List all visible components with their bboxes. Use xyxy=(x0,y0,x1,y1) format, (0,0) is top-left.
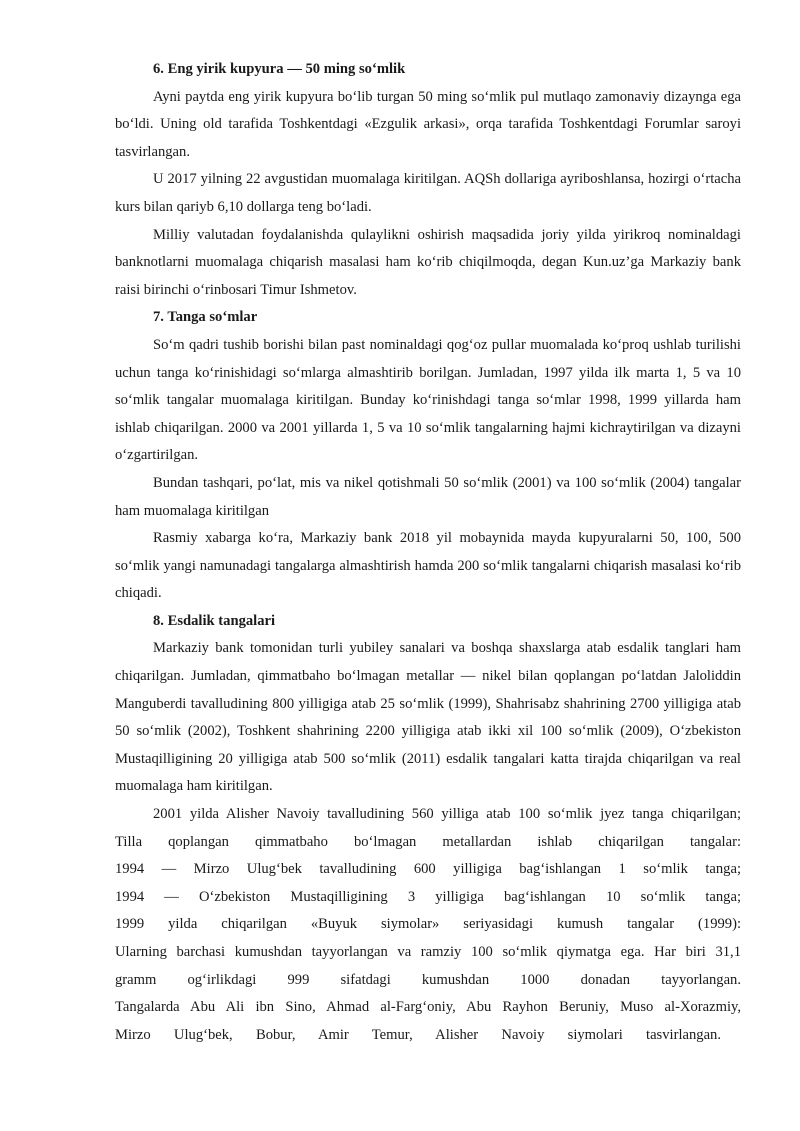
paragraph-line: Mirzo Ulug‘bek, Bobur, Amir Temur, Alisher Navoiy siymolari tasvirlangan. xyxy=(115,1026,721,1043)
paragraph-line: Ularning barchasi kumushdan tayyorlangan va ramziy 100 so‘mlik qiymatga ega. Har biri 31,1 xyxy=(115,944,741,960)
paragraph-commemorative-coins xyxy=(115,801,741,1049)
paragraph-line: Tangalarda Abu Ali ibn Sino, Ahmad al-Farg‘oniy, Abu Rayhon Beruniy, Muso al-Xorazmiy, xyxy=(115,999,741,1016)
paragraph: So‘m qadri tushib borishi bilan past nominaldagi qog‘oz pullar muomalada ko‘proq ushlab turilishi uchun tanga ko‘rinishidagi so‘mlarga almashtirib borilgan. Jumladan, 1997 yilda ilk marta 1, 5 va 10 so‘mlik tangalar muomalaga kiritilgan. Bunday ko‘rinishdagi tanga so‘mlar 1998, 1999 yillarda ham ishlab chiqarilgan. 2000 va 2001 yillarda 1, 5 va 10 so‘mlik tangalarning hajmi kichraytirilgan va dizayni o‘zgartirilgan. xyxy=(115,336,741,464)
section-heading: 8. Esdalik tangalari xyxy=(153,612,276,629)
paragraph: Milliy valutadan foydalanishda qulaylikni oshirish maqsadida joriy yilda yirikroq nominaldagi banknotlarni muomalaga chiqarish masalasi ham ko‘rib chiqilmoqda, degan Kun.uz’ga Markaziy bank raisi birinchi o‘rinbosari Timur Ishmetov. xyxy=(115,226,741,298)
paragraph: Ayni paytda eng yirik kupyura bo‘lib turgan 50 ming so‘mlik pul mutlaqo zamonaviy dizaynga ega bo‘ldi. Uning old tarafida Toshkentdagi «Ezgulik arkasi», orqa tarafida Toshkentdagi Forumlar saroyi tasvirlangan. xyxy=(115,88,741,160)
paragraph-line: 2001 yilda Alisher Navoiy tavalludining 560 yilliga atab 100 so‘mlik jyez tanga chiqarilgan; xyxy=(153,806,741,823)
section-heading: 6. Eng yirik kupyura — 50 ming so‘mlik xyxy=(153,61,406,77)
section-heading: 7. Tanga so‘mlar xyxy=(153,309,258,326)
paragraph-line: Tilla qoplangan qimmatbaho bo‘lmagan metallardan ishlab chiqarilgan tangalar: xyxy=(115,833,741,850)
paragraph: Markaziy bank tomonidan turli yubiley sanalari va boshqa shaxslarga atab esdalik tanglari ham chiqarilgan. Jumladan, qimmatbaho bo‘lmagan metallar — nikel bilan qoplangan po‘latdan Jaloliddin Manguberdi tavalludining 800 yilligiga atab 25 so‘mlik (1999), Shahrisabz shahrining 2700 yilligiga atab 50 so‘mlik (2002), Toshkent shahrining 2200 yilligiga atab ikki xil 100 so‘mlik (2009), O‘zbekiston Mustaqilligining 20 yilligiga atab 500 so‘mlik (2011) esdalik tangalari katta tirajda chiqarilgan va real muomalaga ham kiritilgan. xyxy=(115,640,741,795)
paragraph: Bundan tashqari, po‘lat, mis va nikel qotishmali 50 so‘mlik (2001) va 100 so‘mlik (2004) tangalar ham muomalaga kiritilgan xyxy=(115,474,741,519)
paragraph: Rasmiy xabarga ko‘ra, Markaziy bank 2018 yil mobaynida mayda kupyuralarni 50, 100, 500 so‘mlik yangi namunadagi tangalarga almashtirish hamda 200 so‘mlik tangalarni chiqarish masalasi ko‘rib chiqadi. xyxy=(115,530,741,602)
document-page xyxy=(115,56,741,1049)
paragraph: U 2017 yilning 22 avgustidan muomalaga kiritilgan. AQSh dollariga ayriboshlansa, hozirgi o‘rtacha kurs bilan qariyb 6,10 dollarga teng bo‘ladi. xyxy=(115,171,741,215)
paragraph-line: 1999 yilda chiqarilgan «Buyuk siymolar» seriyasidagi kumush tangalar (1999): xyxy=(115,916,741,933)
paragraph-line: 1994 — O‘zbekiston Mustaqilligining 3 yilligiga bag‘ishlangan 10 so‘mlik tanga; xyxy=(115,888,741,905)
paragraph-line: 1994 — Mirzo Ulug‘bek tavalludining 600 yilligiga bag‘ishlangan 1 so‘mlik tanga; xyxy=(115,861,741,878)
paragraph-line: gramm og‘irlikdagi 999 sifatdagi kumushdan 1000 donadan tayyorlangan. xyxy=(115,971,741,988)
